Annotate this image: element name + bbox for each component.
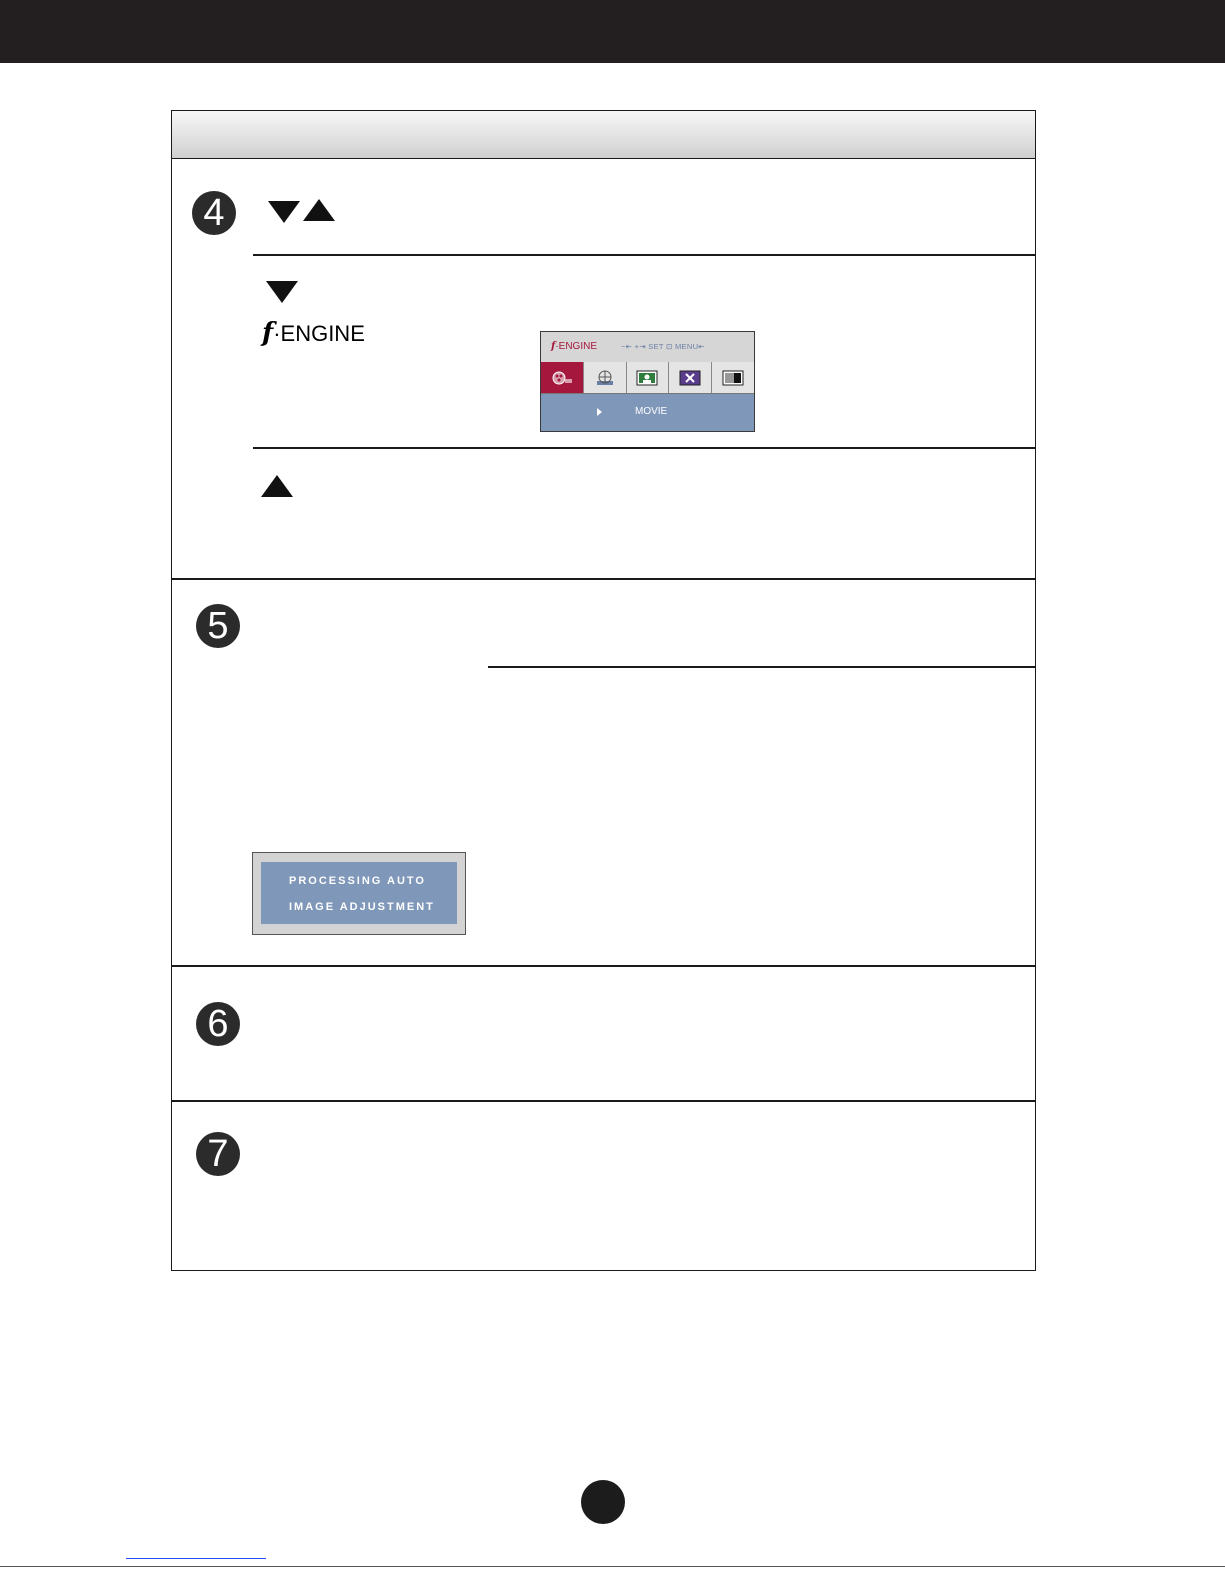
- page-number-badge: [581, 1480, 625, 1524]
- osd-brand: f·ENGINE: [551, 341, 597, 352]
- step-number-6: 6: [196, 1002, 240, 1046]
- step-number-4: 4: [192, 191, 236, 235]
- fengine-logo-f: f: [262, 318, 274, 348]
- message-line-1: PROCESSING AUTO: [289, 875, 426, 887]
- auto-adjust-message: [252, 852, 466, 935]
- panel-header: [172, 111, 1035, 159]
- photo-icon: [627, 362, 670, 393]
- fengine-logo-dot: ·: [273, 321, 281, 346]
- footer-link-underline: [126, 1558, 266, 1559]
- movie-icon: [541, 362, 584, 393]
- internet-icon: [584, 362, 627, 393]
- section-divider: [171, 965, 1036, 967]
- osd-controls: −⇤ +⇥ SET ⊡ MENU⇤: [621, 342, 705, 351]
- instruction-panel: [171, 110, 1036, 1271]
- osd-header: [541, 332, 754, 363]
- osd-mode-label: MOVIE: [635, 406, 668, 417]
- osd-mode-icons: [541, 362, 754, 394]
- sub-divider: [253, 447, 1036, 449]
- up-arrow-icon: [303, 199, 335, 221]
- footer-rule: [0, 1566, 1225, 1567]
- fengine-logo: [262, 318, 365, 348]
- sub-divider: [253, 254, 1036, 256]
- sub-divider: [488, 666, 1036, 668]
- osd-status: [541, 394, 754, 432]
- section-divider: [171, 578, 1036, 580]
- play-arrow-icon: [597, 408, 602, 416]
- fengine-logo-text: ENGINE: [280, 321, 365, 346]
- message-line-2: IMAGE ADJUSTMENT: [289, 901, 435, 913]
- step-number-5: 5: [196, 604, 240, 648]
- down-arrow-icon: [266, 281, 298, 303]
- section-divider: [171, 1100, 1036, 1102]
- fengine-osd-menu: [540, 331, 755, 432]
- up-arrow-icon: [261, 475, 293, 497]
- auto-adjust-message-body: [261, 862, 457, 924]
- demo-icon: [712, 362, 754, 393]
- user-icon: [669, 362, 712, 393]
- down-arrow-icon: [268, 201, 300, 223]
- header-bar: [0, 0, 1225, 63]
- step-number-7: 7: [196, 1132, 240, 1176]
